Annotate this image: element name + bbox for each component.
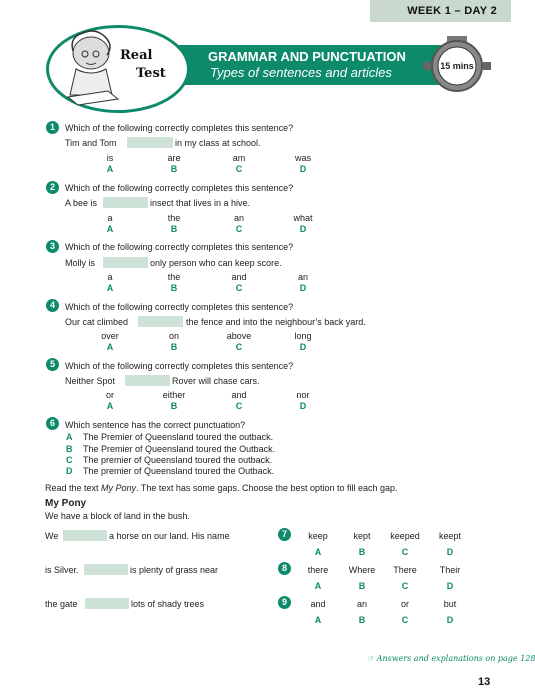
- page-subtitle: Types of sentences and articles: [210, 65, 392, 80]
- option-letter: D: [299, 283, 307, 293]
- option-letter: B: [358, 615, 366, 625]
- page-number: 13: [478, 676, 491, 688]
- option-letter: A: [106, 224, 114, 234]
- instruction-title: My Pony: [101, 483, 137, 493]
- sentence-before: Our cat climbed: [65, 317, 129, 327]
- option-text[interactable]: an: [233, 213, 244, 223]
- option-text[interactable]: on: [168, 331, 179, 341]
- passage-intro: We have a block of land in the bush.: [45, 511, 190, 521]
- option-letter: B: [170, 224, 178, 234]
- option-text[interactable]: are: [167, 153, 181, 163]
- option-text[interactable]: over: [101, 331, 119, 341]
- option-letter: C: [235, 401, 243, 411]
- instruction: [45, 483, 398, 493]
- sentence-after: in my class at school.: [175, 138, 261, 148]
- option-sentence[interactable]: The premier of Queensland toured the Outback.: [83, 466, 275, 476]
- option-text[interactable]: keeped: [390, 531, 420, 541]
- logo-real: Real: [120, 48, 153, 63]
- option-letter: C: [235, 164, 243, 174]
- question-prompt: Which of the following correctly completes this sentence?: [65, 302, 294, 312]
- option-text[interactable]: keept: [438, 531, 462, 541]
- question-number: 8: [278, 562, 291, 575]
- option-text[interactable]: or: [400, 599, 409, 609]
- option-sentence[interactable]: The premier of Queensland toured the outback.: [83, 455, 273, 465]
- option-text[interactable]: the: [167, 272, 181, 282]
- option-sentence[interactable]: The Premier of Queensland toured the outback.: [83, 432, 274, 442]
- option-text[interactable]: an: [356, 599, 367, 609]
- option-letter: C: [66, 455, 73, 465]
- passage-after: is plenty of grass near: [130, 565, 219, 575]
- option-text[interactable]: long: [294, 331, 312, 341]
- option-letter: D: [299, 224, 307, 234]
- option-letter: B: [170, 164, 178, 174]
- question-number: 2: [46, 181, 59, 194]
- answer-gap[interactable]: [138, 316, 183, 327]
- page-title: GRAMMAR AND PUNCTUATION: [208, 49, 406, 64]
- option-text[interactable]: Where: [348, 565, 376, 575]
- option-letter: A: [314, 581, 322, 591]
- option-letter: C: [401, 547, 409, 557]
- option-text[interactable]: keep: [308, 531, 328, 541]
- question-prompt: Which of the following correctly completes this sentence?: [65, 242, 294, 252]
- answers-link[interactable]: ☞ Answers and explanations on page 128: [367, 654, 535, 663]
- question-number: 5: [46, 358, 59, 371]
- answer-gap[interactable]: [125, 375, 170, 386]
- week-day-label: WEEK 1 – DAY 2: [407, 5, 497, 17]
- option-text[interactable]: was: [294, 153, 311, 163]
- passage-title: My Pony: [45, 498, 87, 509]
- option-letter: B: [358, 547, 366, 557]
- passage-before: the gate: [45, 599, 78, 609]
- option-text[interactable]: the: [167, 213, 181, 223]
- sentence-before: Molly is: [65, 258, 96, 268]
- question-prompt: Which sentence has the correct punctuation?: [65, 420, 246, 430]
- option-letter: D: [299, 164, 307, 174]
- option-letter: A: [106, 164, 114, 174]
- question-number: 3: [46, 240, 59, 253]
- option-text[interactable]: what: [293, 213, 313, 223]
- answer-gap[interactable]: [127, 137, 173, 148]
- option-letter: A: [314, 615, 322, 625]
- student-illustration-icon: [58, 27, 122, 107]
- option-text[interactable]: and: [310, 599, 326, 609]
- option-letter: C: [235, 342, 243, 352]
- option-text[interactable]: there: [307, 565, 329, 575]
- question-number: 7: [278, 528, 291, 541]
- option-letter: C: [401, 615, 409, 625]
- question-number: 9: [278, 596, 291, 609]
- option-letter: A: [106, 401, 114, 411]
- option-text[interactable]: but: [443, 599, 457, 609]
- option-text[interactable]: an: [297, 272, 308, 282]
- sentence-after: Rover will chase cars.: [172, 376, 260, 386]
- option-text[interactable]: nor: [296, 390, 310, 400]
- option-letter: D: [299, 342, 307, 352]
- option-letter: B: [170, 401, 178, 411]
- answer-gap[interactable]: [84, 564, 128, 575]
- option-letter: C: [235, 224, 243, 234]
- passage-after: lots of shady trees: [131, 599, 205, 609]
- option-letter: C: [235, 283, 243, 293]
- option-letter: A: [106, 283, 114, 293]
- sentence-before: Neither Spot: [65, 376, 116, 386]
- option-letter: D: [299, 401, 307, 411]
- answer-gap[interactable]: [103, 197, 148, 208]
- option-letter: A: [66, 432, 73, 442]
- sentence-before: Tim and Tom: [65, 138, 117, 148]
- answer-gap[interactable]: [103, 257, 148, 268]
- sentence-before: A bee is: [65, 198, 98, 208]
- option-letter: C: [401, 581, 409, 591]
- question-number: 6: [46, 417, 59, 430]
- week-day-tab: [370, 0, 511, 22]
- question-prompt: Which of the following correctly completes this sentence?: [65, 183, 294, 193]
- option-letter: D: [446, 615, 454, 625]
- sentence-after: only person who can keep score.: [150, 258, 282, 268]
- option-text[interactable]: There: [393, 565, 417, 575]
- answer-gap[interactable]: [85, 598, 129, 609]
- option-letter: A: [106, 342, 114, 352]
- question-number: 1: [46, 121, 59, 134]
- option-letter: B: [170, 283, 178, 293]
- option-text[interactable]: kept: [353, 531, 371, 541]
- passage-after: a horse on our land. His name: [109, 531, 230, 541]
- sentence-after: the fence and into the neighbour’s back yard.: [186, 317, 366, 327]
- option-text[interactable]: and: [231, 272, 247, 282]
- option-text[interactable]: a: [107, 213, 113, 223]
- logo-test: Test: [136, 66, 166, 81]
- option-sentence[interactable]: The Premier of Queensland toured the Outback.: [83, 444, 276, 454]
- answer-gap[interactable]: [63, 530, 107, 541]
- option-text[interactable]: either: [162, 390, 186, 400]
- option-letter: D: [446, 581, 454, 591]
- question-prompt: Which of the following correctly completes this sentence?: [65, 361, 294, 371]
- option-text[interactable]: Their: [439, 565, 461, 575]
- passage-before: is Silver.: [45, 565, 79, 575]
- instruction-pre: Read the text: [45, 483, 102, 493]
- option-text[interactable]: above: [226, 331, 252, 341]
- option-text[interactable]: and: [231, 390, 247, 400]
- option-text[interactable]: is: [106, 153, 114, 163]
- sentence-after: insect that lives in a hive.: [150, 198, 251, 208]
- instruction-post: . The text has some gaps. Choose the best option to fill each gap.: [136, 483, 398, 493]
- option-letter: D: [66, 466, 73, 476]
- question-number: 4: [46, 299, 59, 312]
- option-text[interactable]: or: [105, 390, 114, 400]
- option-text[interactable]: a: [107, 272, 113, 282]
- timer-label: 15 mins: [440, 61, 474, 71]
- option-letter: B: [170, 342, 178, 352]
- option-letter: B: [358, 581, 366, 591]
- option-letter: A: [314, 547, 322, 557]
- question-prompt: Which of the following correctly completes this sentence?: [65, 123, 294, 133]
- passage-before: We: [45, 531, 59, 541]
- option-letter: D: [446, 547, 454, 557]
- option-text[interactable]: am: [232, 153, 246, 163]
- option-letter: B: [66, 444, 73, 454]
